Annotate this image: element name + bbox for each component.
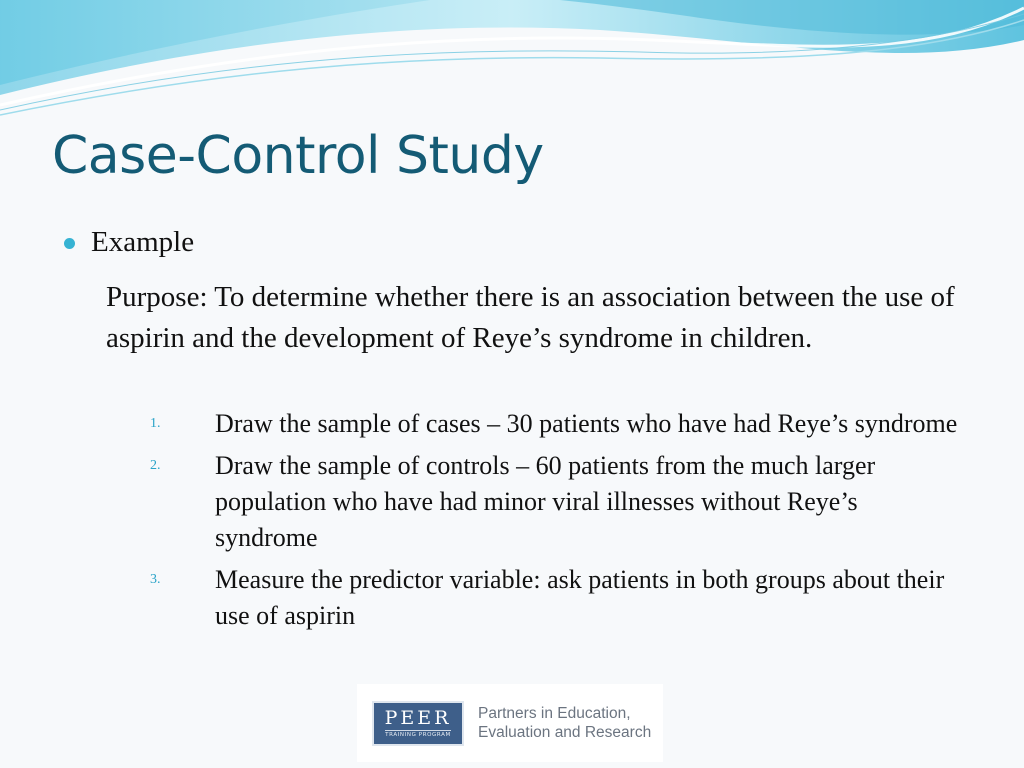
bullet-example bbox=[64, 226, 194, 259]
bullet-label: Example bbox=[91, 226, 195, 258]
list-item bbox=[150, 562, 970, 634]
logo-text-line1: Partners in Education, bbox=[478, 705, 631, 722]
step-text: Draw the sample of controls – 60 patients from the much larger population who have had minor viral illnesses without Reye’s syndrome bbox=[215, 451, 876, 552]
peer-logo bbox=[357, 684, 663, 762]
step-number: 1. bbox=[150, 416, 161, 431]
step-text: Measure the predictor variable: ask patients in both groups about their use of aspirin bbox=[215, 565, 945, 630]
purpose-paragraph: Purpose: To determine whether there is an association between the use of aspirin and the development of Reye’s syndrome in children. bbox=[106, 281, 955, 354]
list-item bbox=[150, 406, 970, 442]
logo-text bbox=[478, 704, 651, 742]
step-number: 2. bbox=[150, 458, 161, 473]
step-text: Draw the sample of cases – 30 patients who have had Reye’s syndrome bbox=[215, 409, 958, 438]
logo-text-line2: Evaluation and Research bbox=[478, 724, 652, 741]
slide-title: Case-Control Study bbox=[52, 126, 544, 186]
step-number: 3. bbox=[150, 572, 161, 587]
logo-badge-sub: TRAINING PROGRAM bbox=[385, 732, 451, 738]
steps-list bbox=[150, 406, 970, 640]
header-wave-decoration bbox=[0, 0, 1024, 130]
logo-badge-main: PEER bbox=[384, 707, 452, 729]
list-item bbox=[150, 448, 970, 556]
peer-logo-badge bbox=[372, 701, 464, 746]
bullet-dot-icon bbox=[64, 238, 75, 249]
